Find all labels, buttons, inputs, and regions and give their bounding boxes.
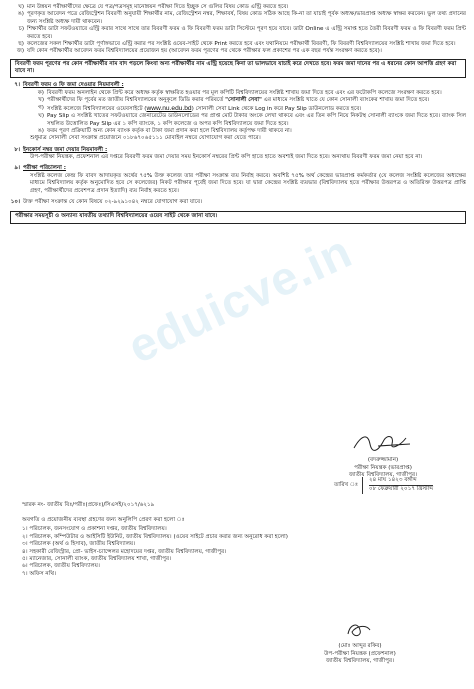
- item-text-part: পরীক্ষার্থীদের ফি পূর্বের মত জাতীয় বিশ্ববিদ্যালয়ের অনুকূলে ডিডি করার পরিবর্তে: [47, 97, 226, 104]
- section-7-list: [10, 90, 466, 143]
- distribution-item: ৬। পরিচালক, জাতীয় বিশ্ববিদ্যালয়।: [22, 563, 100, 570]
- top-warning-text: বিবরণী ফরম পূরণের পর কোন পরীক্ষার্থীর নাম বাদ পড়লে কিংবা অন্য পরীক্ষার্থীর নাম এন্ট্রি হয়েছে কিনা তা ভালভাবে যাচাই করে দেখতে হবে। ফরম জমা দানের পর এ ধরনের কোন আপত্তি গ্রহণ করা যাবে না।: [15, 60, 457, 74]
- item-text: মান উন্নয়ন পরীক্ষার্থীদের ক্ষেত্রে যে পত্র/পত্রসমূহ মানোন্নয়ন পরীক্ষা দিতে ইচ্ছুক সে গুলির বিষয় কোড এন্ট্রি করতে হবে।: [27, 4, 289, 10]
- section-number: ৭।: [14, 82, 20, 89]
- contact-note: শুধুমাত্র সোনালী সেবা সংক্রান্ত প্রয়োজনে ০১৮৬৭০৬৫১১১ মোবাইল নম্বরে যোগাযোগ করা যেতে পারে।: [30, 135, 261, 142]
- date-cell: [326, 477, 462, 494]
- section-number: ৯।: [14, 165, 20, 172]
- item-marker: গ): [38, 104, 44, 111]
- section-title: বিবরণী ফরম ও ফি জমা দেওয়ার নিয়মাবলী :: [23, 82, 124, 89]
- top-warning-box: [10, 59, 466, 79]
- item-text-part: সংশ্লিষ্ট কলেজে বিশ্ববিদ্যালয়ের ওয়েবসাইটে (: [47, 105, 147, 112]
- item-text: পূরণকৃত আবেদন পত্রে রেজিস্ট্রেশন বিবরণী অনুযায়ী শিক্ষার্থীর নাম, রেজিস্ট্রেশন নম্বর, শিক্ষাবর্ষ, বিষয় কোড সঠিক আছে কি-না তা যাচাই পূর্বক অধ্যক্ষ/ভারপ্রাপ্ত অধ্যক্ষ স্বাক্ষর করবেন। ভুল তথ্য প্রদানের জন্য সংশ্লিষ্ট অধ্যক্ষ দায়ী থাকবেন।: [27, 11, 466, 25]
- item-text: [47, 97, 466, 104]
- section-title: পরীক্ষা পরিচালনা :: [23, 165, 67, 172]
- item-marker: জ): [16, 48, 24, 55]
- distribution-item: ৭। অফিস নথি।: [22, 570, 56, 577]
- watermark: eduicve.in: [119, 223, 360, 374]
- item-marker: ঙ): [17, 11, 24, 18]
- section-9-body: [10, 173, 466, 195]
- distribution-item: ২। পরিচালক, কম্পিউটার ও আইসিটি ইউনিট, জাতীয় বিশ্ববিদ্যালয়। (ওয়েব সাইটে প্রচার করার জন্য অনুরোধ করা হলো): [22, 533, 288, 540]
- section-8-body: [10, 154, 466, 161]
- item-marker: খ): [38, 97, 44, 104]
- item-marker: চ): [18, 26, 24, 33]
- item-text: শিক্ষার্থীর ডাটা সফটওয়্যারে এন্ট্রি করার সাথে সাথে তার বিবরণী ফরম ও ফি বিবরণী ফরম ডাটা সিস্টেমে পূরণ হয়ে যাবে। ডাটা Online এ এন্ট্রি সমাপ্ত হতে তৈরী বিবরণী ফরম ও ফি বিবরণী ফরম প্রিন্ট করতে হবে।: [27, 26, 466, 40]
- handwritten-signature-1: [348, 432, 418, 454]
- list-item: [10, 11, 466, 26]
- bottom-info-text: পরীক্ষার সময়সূচী ও অন্যান্য যাবতীয় তথ্যাদি বিশ্ববিদ্যালয়ের ওয়েব সাইট থেকে জানা যাবে।: [15, 213, 218, 220]
- signatory-org: জাতীয় বিশ্ববিদ্যালয়, গাজীপুর।: [348, 472, 418, 479]
- distribution-item: ১। পরিচালক, জনসংযোগ ও প্রকাশনা দপ্তর, জাতীয় বিশ্ববিদ্যালয়।: [22, 526, 167, 533]
- signature-block-2: [300, 620, 420, 666]
- list-item: [10, 48, 466, 55]
- section-text: সংশ্লিষ্ট কলেজ কেন্দ্র ফি বাবদ আদায়কৃত অর্থের ৭৫% উক্ত কলেজ তার পরীক্ষা সংক্রান্ত ব্যয় নির্বাহ করবে। অবশিষ্ট ৭৫% অর্থ কেন্দ্রের ভারপ্রাপ্ত কর্মকর্তার (যে কলেজ সংশ্লিষ্ট কলেজের অধ্যক্ষের মাধ্যমে বিশ্ববিদ্যালয় কর্তৃক অনুমোদিত হবে সে কলেজের) নিকট পরীক্ষার পূর্বেই জমা দিতে হবে। যা দ্বারা কেন্দ্রের সংশ্লিষ্ট ব্যয়ভার (বিশ্ববিদ্যালয় হতে পরীক্ষার উত্তরপত্র ও অতিরিক্ত উত্তরপত্র প্রাপ্তি গ্রহণ, পরীক্ষার্থীদের প্রবেশপত্র প্রদান ইত্যাদি) ব্যয় নির্বাহ করতে হবে।: [30, 172, 466, 194]
- item-marker: ঘ): [38, 113, 44, 120]
- date-block: [326, 477, 462, 494]
- distribution-item: ৪। সহকারী রেজিস্ট্রার, প্রো- ভাইস-চ্যান্সেলর মহোদয়ের দপ্তর, জাতীয় বিশ্ববিদ্যালয়, গাজীপুর।: [22, 548, 227, 555]
- item-text: [47, 105, 466, 114]
- section-number: ৮।: [14, 146, 20, 153]
- item-marker: ঘ): [18, 4, 24, 10]
- item-text: ফরম পূরণ প্রক্রিয়াটি অন্য কোন ব্যাংক কর্তৃক বা টাকা জমা প্রদান করা হলে বিশ্ববিদ্যালয় কর্তৃপক্ষ দায়ী থাকবে না।: [47, 127, 292, 134]
- memo-number: স্মারক নং- জাতীয় বিঃ/পরীঃ(প্রফেঃ)/সিএসই/২০১৭/৬২১৯: [22, 502, 155, 508]
- sonali-seba-label: "সোনালী সেবা": [225, 97, 262, 104]
- item-text: বিবরণী ফরম অনলাইন থেকে প্রিন্ট করে অধ্যক্ষ কর্তৃক স্বাক্ষরিত হওয়ার পর মূল কপিটি বিশ্ববিদ্যালয়ের সংশ্লিষ্ট শাখায় জমা দিতে হবে এবং এর ফটোকপি কলেজে সংরক্ষণ করতে হবে।: [47, 89, 442, 96]
- date-label: তারিখ ঃ: [334, 481, 358, 488]
- signatory-title: উপ-পরীক্ষা নিয়ন্ত্রক (প্রফেশনাল): [324, 650, 396, 657]
- date-bangla: ২৪ মাঘ ১৪২৩ বঙ্গাব্দ: [369, 477, 433, 486]
- distribution-block: [22, 517, 462, 578]
- item-text-part: এর মাধ্যমে সংশ্লিষ্ট খাতে যে কোন সোনালী ব্যাংকের শাখায় জমা দিতে হবে।: [261, 97, 430, 104]
- section-text: উক্ত পরীক্ষা সংক্রান্ত যে কোন বিষয়ে ০২-৯২৯১০৪২ নম্বরে যোগাযোগ করা যাবে।: [23, 198, 203, 205]
- item-text: কলেজের সকল শিক্ষার্থীর ডাটা পূর্ণাঙ্গভাবে এন্ট্রি করার পর সংশ্লিষ্ট ওয়েব-সাইট থেকে Print করতে হবে এবং যথানিয়মে পরীক্ষার্থী বিবরণী, ফি বিবরণী বিশ্ববিদ্যালয়ের সংশ্লিষ্ট শাখায় জমা দিতে হবে।: [27, 40, 456, 47]
- bottom-info-box: [10, 211, 466, 223]
- item-marker: ছ): [18, 40, 24, 47]
- item-marker: ক): [37, 89, 44, 96]
- section-8-heading: [10, 147, 466, 154]
- section-10-row: [10, 199, 466, 206]
- item-text-part: ) সোনালী সেবা Link থেকে Log in করে Pay Slip ডাউনলোড করতে হবে।: [191, 105, 362, 112]
- section-number: ১০।: [10, 198, 20, 205]
- distribution-item: ৩। পরিচালক (অর্থ ও হিসাব), জাতীয় বিশ্ববিদ্যালয়।: [22, 541, 136, 548]
- top-list: [10, 4, 466, 56]
- list-item: [30, 105, 466, 114]
- signatory-name: (মোঃ আব্দুর রকিব): [338, 643, 382, 650]
- date-english: ০৮ ফেব্রুয়ারী ২০১৭ খ্রিস্টাব্দ: [369, 486, 434, 493]
- distribution-item: ৫। ম্যানেজার, সোনালী ব্যাংক, জাতীয় বিশ্ববিদ্যালয় শাখা, গাজীপুর।: [22, 555, 172, 562]
- section-7-heading: [10, 82, 466, 89]
- section-text: উপ-পরীক্ষা নিয়ন্ত্রক, প্রফেশনাল এর দপ্তরে বিবরণী ফরম জমা দেয়ার সময় ইনকোর্স নম্বরের প্রিন্ট কপি হাতে হাতে অবশ্যই জমা দিতে হবে। অন্যথায় বিবরণী ফরম জমা নেয়া হবে না।: [30, 154, 423, 161]
- section-9-heading: [10, 165, 466, 172]
- signatory-org: জাতীয় বিশ্ববিদ্যালয়, গাজীপুর।: [325, 658, 395, 665]
- list-item: [30, 113, 466, 128]
- item-marker: ঙ): [37, 127, 44, 134]
- item-text: যদি কোন পরীক্ষার্থীর আবেদন ফরম বিশ্ববিদ্যালয়ের প্রয়োজন হয় (আবেদন ফরম পূরণের পর থেকে পরীক্ষার ফল প্রকাশের পর এক বছর পর্যন্ত সংরক্ষণ করতে হবে)।: [27, 48, 382, 55]
- list-item: [10, 26, 466, 41]
- distribution-intro: অবগতি ও প্রয়োজনীয় ব্যবস্থা গ্রহণের জন্য অনুলিপি প্রেরণ করা হলো ঃ: [22, 517, 185, 523]
- signature-block-1: [318, 432, 448, 480]
- handwritten-signature-2: [340, 620, 380, 640]
- list-item: [30, 97, 466, 104]
- website-link[interactable]: www.nu.edu.bd: [146, 104, 192, 112]
- item-text: Pay Slip এ সংশ্লিষ্ট খাতের সফটওয়্যারে জেনারেটেড ডাউনলোডের পর প্রাপ্ত মোট টাকার অংকে লেখা থাকবে এবং এর তিন কপি নিয়ে নিকটস্থ সোনালী ব্যাংকে জমা দিতে হবে। ব্যাংক সিল সম্বলিত উত্তোলিত Pay Slip এর ১ কপি ব্যাংকে, ১ কপি কলেজে ও অপর কপি বিশ্ববিদ্যালয়ে জমা দিতে হবে।: [47, 113, 466, 127]
- section-title: ইনকোর্স নম্বর জমা দেয়ার নিয়মাবলী :: [23, 146, 108, 153]
- signatory-title: পরীক্ষা নিয়ন্ত্রক (ভারপ্রাপ্ত): [354, 464, 412, 471]
- date-values: [362, 477, 433, 494]
- signatory-name: (বদরুজ্জামান): [367, 457, 399, 464]
- contact-note-row: [30, 135, 466, 142]
